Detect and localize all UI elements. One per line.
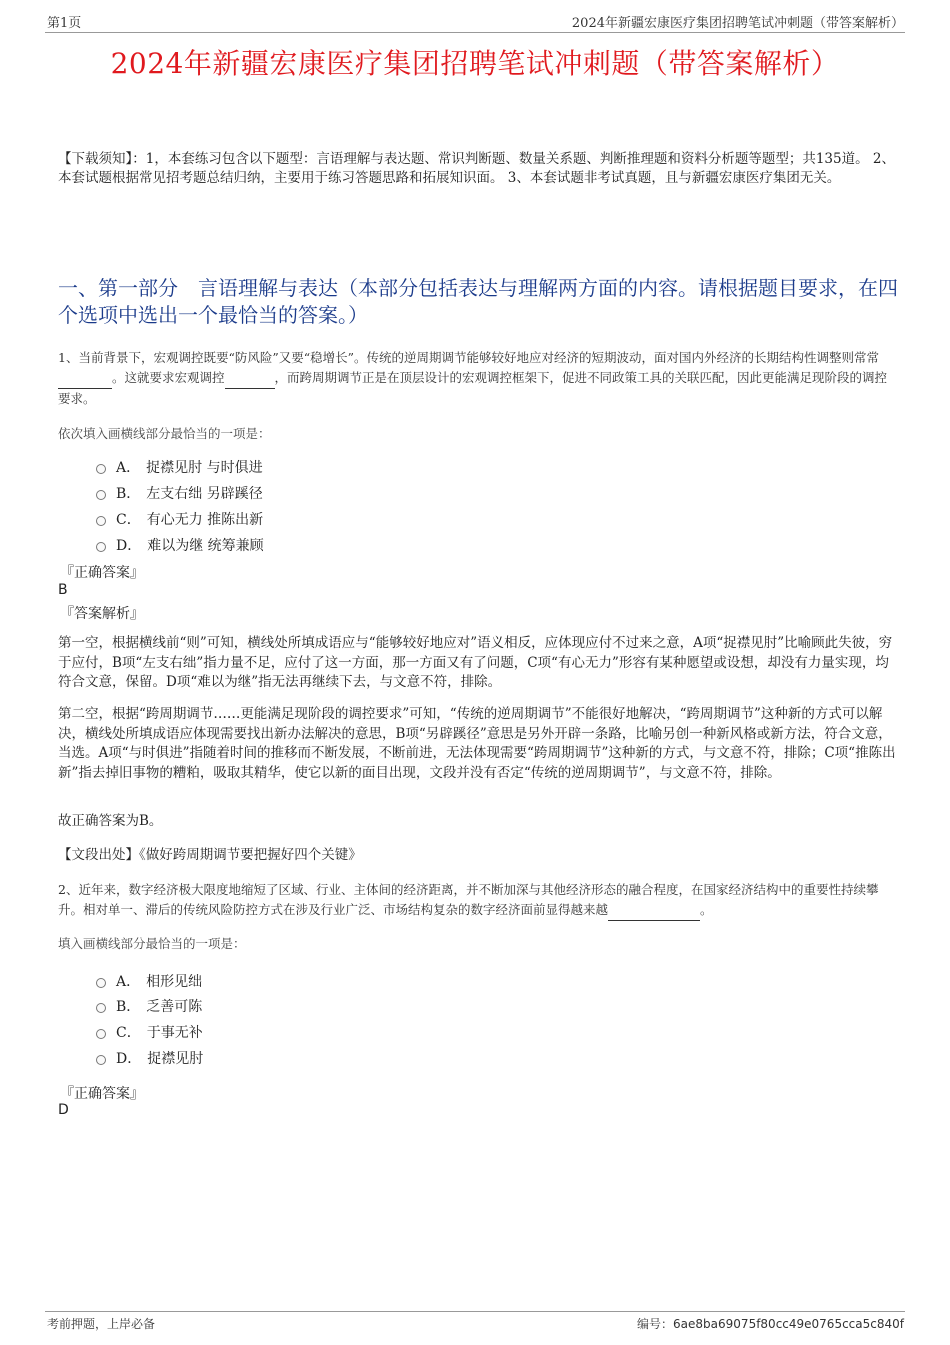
radio-icon[interactable] — [96, 464, 106, 474]
q1-option-b[interactable] — [96, 483, 263, 503]
question-1-part-c: ，而跨周期调节正是在顶层设计的宏观调控框架下，促进不同政策工具的关联匹配，因此更能满足现阶段的调控要求。 — [58, 370, 888, 406]
q2-answer-label: 『正确答案』 — [60, 1086, 144, 1102]
q2-option-b[interactable] — [96, 996, 202, 1016]
q2-option-c[interactable] — [96, 1022, 203, 1042]
document-id-label: 编号： — [637, 1317, 674, 1331]
header-divider — [45, 32, 905, 33]
q1-source: 【文段出处】《做好跨周期调节要把握好四个关键》 — [58, 847, 362, 863]
option-letter: D． — [116, 1051, 142, 1067]
section-heading: 一、第一部分 言语理解与表达（本部分包括表达与理解两方面的内容。请根据题目要求，在四个选项中选出一个最恰当的答案。） — [58, 276, 898, 327]
q1-option-d[interactable] — [96, 535, 264, 555]
radio-icon[interactable] — [96, 490, 106, 500]
blank-3 — [608, 900, 700, 921]
radio-icon[interactable] — [96, 978, 106, 988]
radio-icon[interactable] — [96, 1003, 106, 1013]
question-2-body: 2、近年来，数字经济极大限度地缩短了区域、行业、主体间的经济距离，并不断加深与其他经济形态的融合程度，在国家经济结构中的重要性持续攀升。相对单一、滞后的传统风险防控方式在涉及行业广泛、市场结构复杂的数字经济面前显得越来越 — [58, 882, 879, 917]
q1-answer-label: 『正确答案』 — [60, 565, 144, 581]
q1-answer: B — [58, 582, 68, 598]
q1-option-c[interactable] — [96, 509, 263, 529]
option-letter: A． — [116, 974, 141, 990]
option-letter: C． — [116, 1025, 141, 1041]
q2-option-d[interactable] — [96, 1048, 203, 1068]
question-1-text — [58, 348, 898, 409]
blank-2 — [225, 368, 275, 389]
option-text: 于事无补 — [146, 1025, 203, 1041]
question-2-end: 。 — [700, 902, 713, 917]
option-text: 左支右绌 另辟蹊径 — [146, 486, 263, 502]
page-number: 第1页 — [47, 16, 82, 31]
q1-option-a[interactable] — [96, 457, 263, 477]
option-letter: A． — [116, 460, 141, 476]
option-text: 相形见绌 — [146, 974, 203, 990]
radio-icon[interactable] — [96, 1029, 106, 1039]
blank-1 — [58, 368, 112, 389]
question-1-instruction: 依次填入画横线部分最恰当的一项是： — [58, 426, 271, 441]
running-header-title: 2024年新疆宏康医疗集团招聘笔试冲刺题（带答案解析） — [571, 16, 904, 31]
question-1-part-b: 。这就要求宏观调控 — [112, 370, 225, 385]
option-text: 捉襟见肘 与时俱进 — [146, 460, 263, 476]
download-notice: 【下载须知】：1，本套练习包含以下题型：言语理解与表达题、常识判断题、数量关系题、判断推理题和资料分析题等题型；共135道。 2、本套试题根据常见招考题总结归纳，主要用于练习答题思路和拓展知识面。 3、本套试题非考试真题，且与新疆宏康医疗集团无关。 — [58, 151, 895, 186]
footer-divider — [45, 1311, 905, 1312]
question-2-text — [58, 880, 898, 921]
question-1-part-a: 1、当前背景下，宏观调控既要“防风险”又要“稳增长”。传统的逆周期调节能够较好地应对经济的短期波动，面对国内外经济的长期结构性调整则常常 — [58, 350, 880, 365]
radio-icon[interactable] — [96, 516, 106, 526]
option-text: 难以为继 统筹兼顾 — [147, 538, 264, 554]
footer-slogan: 考前押题，上岸必备 — [47, 1317, 156, 1331]
q2-answer: D — [58, 1102, 69, 1118]
q1-analysis-label: 『答案解析』 — [60, 606, 144, 622]
option-text: 有心无力 推陈出新 — [146, 512, 264, 528]
q2-option-a[interactable] — [96, 971, 202, 991]
option-text: 乏善可陈 — [146, 999, 203, 1015]
q1-conclusion: 故正确答案为B。 — [58, 813, 163, 829]
document-title: 2024年新疆宏康医疗集团招聘笔试冲刺题（带答案解析） — [110, 47, 840, 80]
radio-icon[interactable] — [96, 542, 106, 552]
q1-analysis-para-1: 第一空，根据横线前“则”可知，横线处所填成语应与“能够较好地应对”语义相反，应体现应付不过来之意，A项“捉襟见肘”比喻顾此失彼，穷于应付，B项“左支右绌”指力量不足，应付了这一方面，那一方面又有了问题，C项“有心无力”形容有某种愿望或设想，却没有力量实现，均符合文意，保留。D项“难以为继”指无法再继续下去，与文意不符，排除。 — [58, 635, 893, 690]
radio-icon[interactable] — [96, 1055, 106, 1065]
document-id — [637, 1315, 904, 1332]
option-letter: B． — [116, 999, 141, 1015]
option-letter: D． — [116, 538, 142, 554]
document-id-code: 6ae8ba69075f80cc49e0765cca5c840f — [673, 1317, 904, 1331]
question-2-instruction: 填入画横线部分最恰当的一项是： — [58, 936, 246, 951]
option-letter: B． — [116, 486, 141, 502]
option-text: 捉襟见肘 — [147, 1051, 204, 1067]
q1-analysis-para-2: 第二空，根据“跨周期调节……更能满足现阶段的调控要求”可知，“传统的逆周期调节”不能很好地解决，“跨周期调节”这种新的方式可以解决，横线处所填成语应体现需要找出新办法解决的意思，B项“另辟蹊径”意思是另外开辟一条路，比喻另创一种新风格或新方法，符合文意，当选。A项“与时俱进”指随着时间的推移而不断发展，不断前进，无法体现需要“跨周期调节”这种新的方式，与文意不符，排除；C项“推陈出新”指去掉旧事物的糟粕，吸取其精华，使它以新的面目出现，文段并没有否定“传统的逆周期调节”，与文意不符，排除。 — [58, 706, 896, 781]
option-letter: C． — [116, 512, 141, 528]
